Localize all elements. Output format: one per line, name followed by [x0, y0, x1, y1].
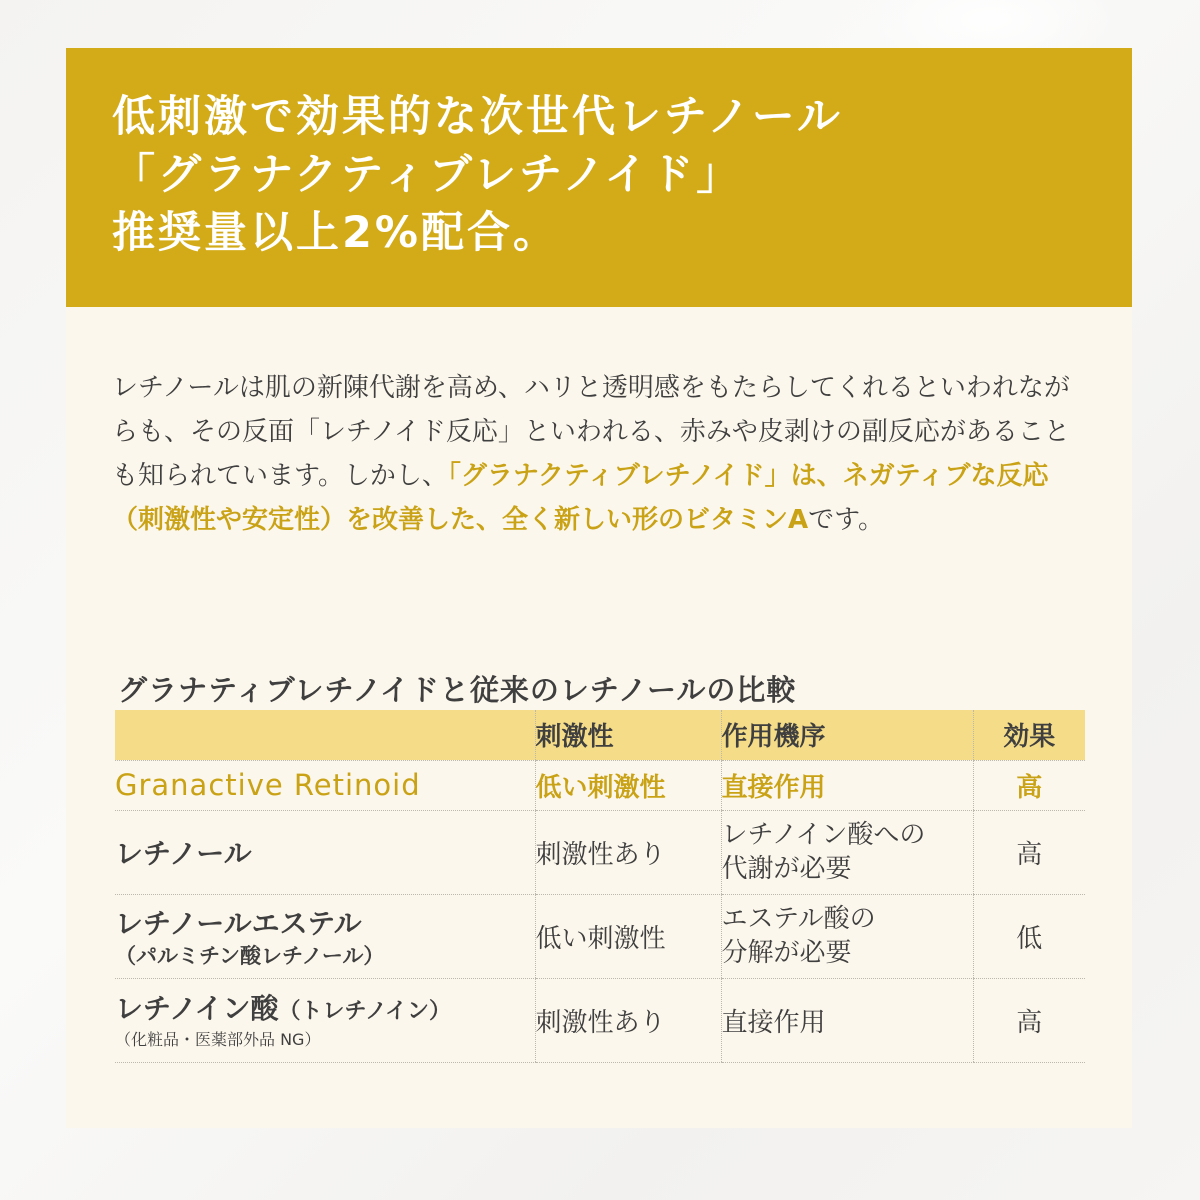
header-effect: 効果: [973, 710, 1085, 760]
intro-text-end: です。: [808, 505, 885, 535]
table-header-row: [115, 710, 1085, 760]
row-mechanism: 直接作用: [721, 760, 973, 810]
row-mechanism-line-1: エステル酸の: [721, 904, 876, 934]
row-effect: 高: [973, 978, 1085, 1062]
row-name: レチノイン酸: [115, 992, 279, 1025]
header-irritation: 刺激性: [535, 710, 721, 760]
row-mechanism-line-1: レチノイン酸への: [721, 820, 926, 850]
header-mechanism: 作用機序: [721, 710, 973, 760]
intro-highlight: 「グラナクティブレチノイド」は、ネガティブな反応（刺激性や安定性）を改善した、全く新しい形のビタミンA: [112, 461, 1049, 535]
row-name: レチノールエステル: [115, 907, 362, 940]
row-irritation: 刺激性あり: [535, 810, 721, 894]
row-effect: 高: [973, 760, 1085, 810]
table-row: [115, 810, 1085, 894]
comparison-table: [115, 710, 1085, 1063]
row-irritation: 刺激性あり: [535, 978, 721, 1062]
content-card: [66, 48, 1132, 1128]
row-mechanism: [721, 810, 973, 894]
headline-banner: [66, 48, 1132, 307]
row-name-cell: [115, 894, 535, 978]
intro-paragraph: [112, 366, 1092, 542]
row-effect: 低: [973, 894, 1085, 978]
row-mechanism-line-2: 分解が必要: [721, 938, 852, 968]
headline: [112, 88, 843, 262]
row-effect: 高: [973, 810, 1085, 894]
header-name: [115, 710, 535, 760]
intro-text: レチノールは肌の新陳代謝を高め、ハリと透明感をもたらしてくれるといわれながらも、その反面「レチノイド反応」といわれる、赤みや皮剥けの副反応があることも知られています。しかし、: [112, 373, 1070, 491]
table-row: [115, 894, 1085, 978]
headline-line-2: 「グラナクティブレチノイド」: [112, 150, 743, 200]
table-row: [115, 978, 1085, 1062]
row-mechanism: [721, 894, 973, 978]
row-mechanism-line-2: 代謝が必要: [721, 854, 852, 884]
row-name-sub: （化粧品・医薬部外品 NG）: [115, 1030, 321, 1049]
row-name-suffix: （トレチノイン）: [278, 999, 452, 1024]
row-name-sub: （パルミチン酸レチノール）: [115, 944, 385, 968]
headline-line-1: 低刺激で効果的な次世代レチノール: [112, 92, 843, 142]
row-name: Granactive Retinoid: [115, 760, 535, 810]
comparison-title: グラナティブレチノイドと従来のレチノールの比較: [118, 673, 797, 707]
headline-line-3: 推奨量以上2%配合。: [112, 208, 560, 258]
row-name-cell: [115, 978, 535, 1062]
table-row: [115, 760, 1085, 810]
row-mechanism: 直接作用: [721, 978, 973, 1062]
row-name: レチノール: [115, 810, 535, 894]
row-irritation: 低い刺激性: [535, 894, 721, 978]
row-irritation: 低い刺激性: [535, 760, 721, 810]
